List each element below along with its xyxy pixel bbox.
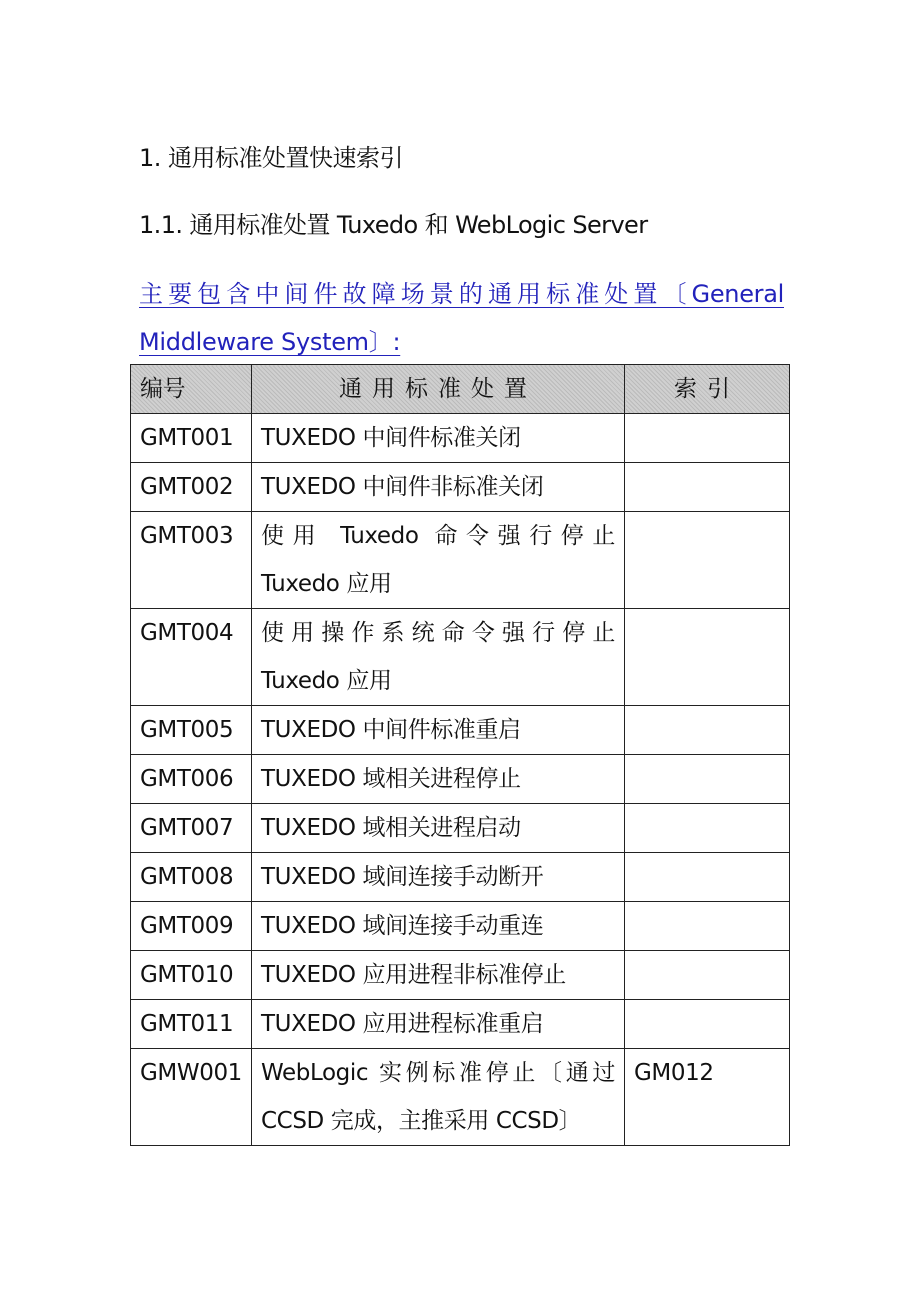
table-row bbox=[131, 1049, 790, 1146]
row-index bbox=[625, 1000, 790, 1049]
row-procedure: 使用 Tuxedo 命令强行停止 Tuxedo 应用 bbox=[252, 512, 625, 609]
row-procedure: TUXEDO 域相关进程启动 bbox=[252, 804, 625, 853]
table-row bbox=[131, 414, 790, 463]
row-code: GMT001 bbox=[131, 414, 252, 463]
header-index: 索引 bbox=[625, 365, 790, 414]
intro-link[interactable]: 主要包含中间件故障场景的通用标准处置〔General Middleware System〕: bbox=[139, 280, 784, 356]
row-code: GMT007 bbox=[131, 804, 252, 853]
row-index bbox=[625, 414, 790, 463]
row-index: GM012 bbox=[625, 1049, 790, 1146]
row-index bbox=[625, 706, 790, 755]
subsection-heading: 1.1. 通用标准处置 Tuxedo 和 WebLogic Server bbox=[139, 211, 648, 239]
row-procedure: TUXEDO 域间连接手动断开 bbox=[252, 853, 625, 902]
row-code: GMT008 bbox=[131, 853, 252, 902]
row-code: GMW001 bbox=[131, 1049, 252, 1146]
row-index bbox=[625, 804, 790, 853]
table-row bbox=[131, 609, 790, 706]
procedure-index-table bbox=[130, 364, 790, 1146]
row-index bbox=[625, 755, 790, 804]
table-row bbox=[131, 804, 790, 853]
header-code: 编号 bbox=[131, 365, 252, 414]
row-procedure: TUXEDO 应用进程标准重启 bbox=[252, 1000, 625, 1049]
row-index bbox=[625, 853, 790, 902]
row-procedure: TUXEDO 域相关进程停止 bbox=[252, 755, 625, 804]
table-row bbox=[131, 1000, 790, 1049]
table-row bbox=[131, 463, 790, 512]
row-index bbox=[625, 951, 790, 1000]
row-code: GMT010 bbox=[131, 951, 252, 1000]
row-code: GMT004 bbox=[131, 609, 252, 706]
row-code: GMT011 bbox=[131, 1000, 252, 1049]
row-procedure: 使用操作系统命令强行停止 Tuxedo 应用 bbox=[252, 609, 625, 706]
row-code: GMT002 bbox=[131, 463, 252, 512]
row-code: GMT009 bbox=[131, 902, 252, 951]
row-index bbox=[625, 609, 790, 706]
row-procedure: TUXEDO 域间连接手动重连 bbox=[252, 902, 625, 951]
row-procedure: TUXEDO 中间件标准重启 bbox=[252, 706, 625, 755]
row-index bbox=[625, 463, 790, 512]
row-code: GMT006 bbox=[131, 755, 252, 804]
table-row bbox=[131, 706, 790, 755]
header-procedure: 通用标准处置 bbox=[252, 365, 625, 414]
row-procedure: WebLogic 实例标准停止〔通过 CCSD 完成，主推采用 CCSD〕 bbox=[252, 1049, 625, 1146]
row-procedure: TUXEDO 中间件非标准关闭 bbox=[252, 463, 625, 512]
row-code: GMT005 bbox=[131, 706, 252, 755]
section-heading: 1. 通用标准处置快速索引 bbox=[139, 144, 404, 172]
table-row bbox=[131, 755, 790, 804]
row-procedure: TUXEDO 中间件标准关闭 bbox=[252, 414, 625, 463]
table-row bbox=[131, 902, 790, 951]
table-header-row bbox=[131, 365, 790, 414]
row-procedure: TUXEDO 应用进程非标准停止 bbox=[252, 951, 625, 1000]
table-row bbox=[131, 853, 790, 902]
table-row bbox=[131, 512, 790, 609]
row-code: GMT003 bbox=[131, 512, 252, 609]
row-index bbox=[625, 902, 790, 951]
row-index bbox=[625, 512, 790, 609]
table-row bbox=[131, 951, 790, 1000]
